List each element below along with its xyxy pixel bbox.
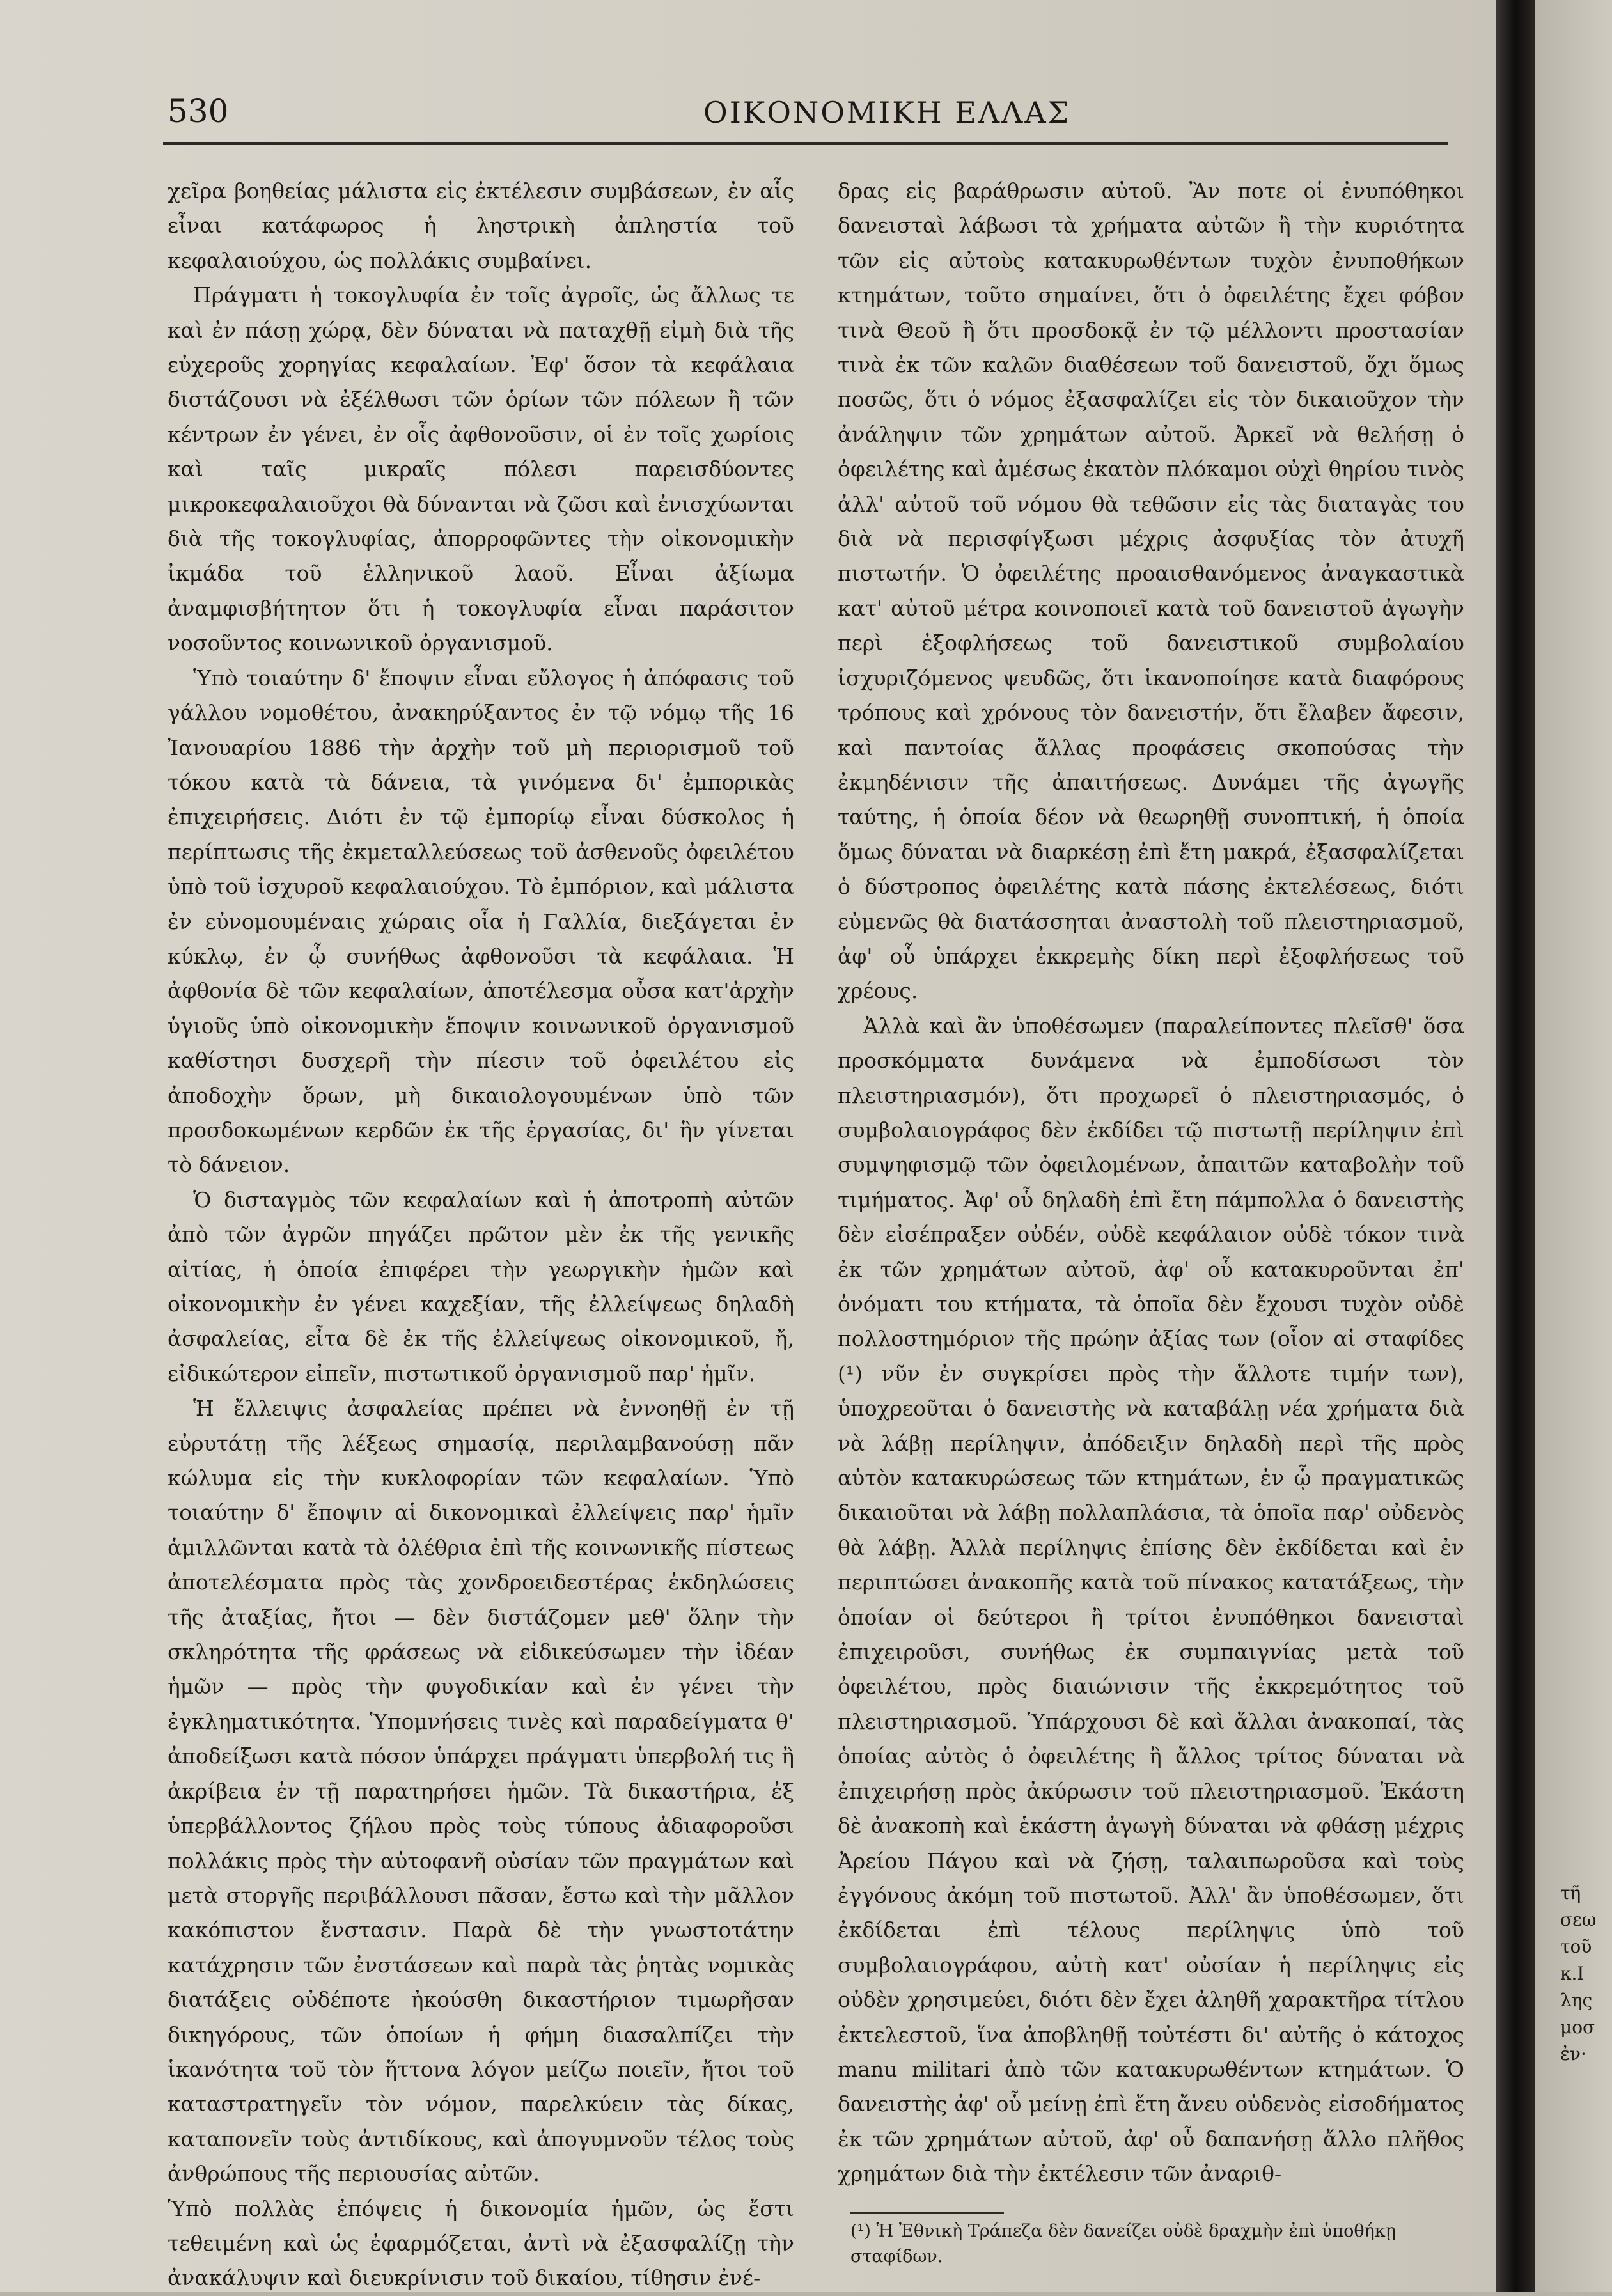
footnote-rule [850,2212,1004,2214]
page-number: 530 [168,93,229,130]
running-title: ΟΙΚΟΝΟΜΙΚΗ ΕΛΛΑΣ [703,95,1071,130]
paragraph: Ἀλλὰ καὶ ἂν ὑποθέσωμεν (παραλείποντες πλεῖσθ' ὅσα προσκόμματα δυνάμενα νὰ ἐμποδίσωσι τὸν πλειστηριασμόν), ὅτι προχωρεῖ ὁ πλειστηριασμός, ὁ συμβολαιογράφος δὲν ἐκδίδει τῷ πιστωτῇ περίληψιν ἐπὶ συμψηφισμῷ τῶν ὀφειλομένων, ἀπαιτῶν καταβολὴν τοῦ τιμήματος. Ἀφ' οὗ δηλαδὴ ἐπὶ ἔτη πάμπολλα ὁ δανειστὴς δὲν εἰσέπραξεν οὐδέν, οὐδὲ κεφάλαιον οὐδὲ τόκον τινὰ ἐκ τῶν χρημάτων αὐτοῦ, ἀφ' οὗ κατακυροῦνται ἐπ' ὀνόματι του κτήματα, τὰ ὁποῖα δὲν ἔχουσι τυχὸν οὐδὲ πολλοστημόριον τῆς πρώην ἀξίας των (οἷον αἱ σταφίδες (¹) νῦν ἐν συγκρίσει πρὸς τὴν ἄλλοτε τιμήν των), ὑποχρεοῦται ὁ δανειστὴς νὰ καταβάλῃ νέα χρήματα διὰ νὰ λάβῃ περίληψιν, ἀπόδειξιν δηλαδὴ περὶ τῆς πρὸς αὐτὸν κατακυρώσεως τῶν κτημάτων, ἐν ᾧ πραγματικῶς δικαιοῦται νὰ λάβῃ πολλαπλάσια, τὰ ὁποῖα παρ' οὐδενὸς θὰ λάβῃ. Ἀλλὰ περίληψις ἐπίσης δὲν ἐκδίδεται καὶ ἐν περιπτώσει ἀνακοπῆς κατὰ τοῦ πίνακος κατατάξεως, τὴν ὁποίαν οἱ δεύτεροι ἢ τρίτοι ἐνυπόθηκοι δανεισταὶ ἐπιχειροῦσι, συνήθως ἐκ συμπαιγνίας μετὰ τοῦ ὀφειλέτου, πρὸς διαιώνισιν τῆς ἐκκρεμότητος τοῦ πλειστηριασμοῦ. Ὑπάρχουσι δὲ καὶ ἄλλαι ἀνακοπαί, τὰς ὁποίας αὐτὸς ὁ ὀφειλέτης ἢ ἄλλος τρίτος δύναται νὰ ἐπιχειρήσῃ πρὸς ἀκύρωσιν τοῦ πλειστηριασμοῦ. Ἑκάστη δὲ ἀνακοπὴ καὶ ἑκάστη ἀγωγὴ δύναται νὰ φθάσῃ μέχρις Ἀρείου Πάγου καὶ νὰ ζήσῃ, ταλαιπωροῦσα καὶ τοὺς ἐγγόνους ἀκόμη τοῦ πιστωτοῦ. Ἀλλ' ἂν ὑποθέσωμεν, ὅτι ἐκδίδεται ἐπὶ τέλους περίληψις ὑπὸ τοῦ συμβολαιογράφου, αὐτὴ κατ' οὐσίαν ἡ περίληψις εἰς οὐδὲν χρησιμεύει, διότι δὲν ἔχει ἀληθῆ χαρακτῆρα τίτλου ἐκτελεστοῦ, ἵνα ἀποβληθῇ τοὐτέστι δι' αὐτῆς ὁ κάτοχος manu militari ἀπὸ τῶν κατακυρωθέντων κτημάτων. Ὁ δανειστὴς ἀφ' οὗ μείνῃ ἐπὶ ἔτη ἄνευ οὐδενὸς εἰσοδήματος ἐκ τῶν χρημάτων αὐτοῦ, ἀφ' οὗ δαπανήσῃ ἄλλο πλῆθος χρημάτων διὰ τὴν ἐκτέλεσιν τῶν ἀναριθ- [838,1013,1464,2187]
edge-fragment: ἐν· [1560,2043,1586,2065]
edge-fragment: κ.Ι [1560,1963,1585,1984]
footnote: (¹) Ἡ Ἐθνικὴ Τράπεζα δὲν δανείζει οὐδὲ δραχμὴν ἐπὶ ὑποθήκῃ σταφίδων. [850,2221,1396,2267]
edge-fragment: μοσ [1560,2017,1595,2038]
paragraph: Ἡ ἔλλειψις ἀσφαλείας πρέπει νὰ ἐννοηθῇ ἐν τῇ εὐρυτάτῃ τῆς λέξεως σημασίᾳ, περιλαμβανούσῃ πᾶν κώλυμα εἰς τὴν κυκλοφορίαν τῶν κεφαλαίων. Ὑπὸ τοιαύτην δ' ἔποψιν αἱ δικονομικαὶ ἐλλείψεις παρ' ἡμῖν ἁμιλλῶνται κατὰ τὰ ὀλέθρια ἐπὶ τῆς κοινωνικῆς πίστεως ἀποτελέσματα πρὸς τὰς χονδροειδεστέρας ἐκδηλώσεις τῆς ἀταξίας, ἤτοι — δὲν διστάζομεν μεθ' ὅλην τὴν σκληρότητα τῆς φράσεως νὰ εἰδικεύσωμεν τὴν ἰδέαν ἡμῶν — πρὸς τὴν φυγοδικίαν καὶ ἐν γένει τὴν ἐγκληματικότητα. Ὑπομνήσεις τινὲς καὶ παραδείγματα θ' ἀποδείξωσι κατὰ πόσον ὑπάρχει πράγματι ὑπερβολή τις ἢ ἀκρίβεια ἐν τῇ παρατηρήσει ἡμῶν. Τὰ δικαστήρια, ἐξ ὑπερβάλλοντος ζήλου πρὸς τοὺς τύπους ἀδιαφοροῦσι πολλάκις πρὸς τὴν αὐτοφανῆ οὐσίαν τῶν πραγμάτων καὶ μετὰ στοργῆς περιβάλλουσι πᾶσαν, ἔστω καὶ τὴν μᾶλλον κακόπιστον ἔνστασιν. Παρὰ δὲ τὴν γνωστοτάτην κατάχρησιν τῶν ἐνστάσεων καὶ παρὰ τὰς ῥητὰς νομικὰς διατάξεις οὐδέποτε ἠκούσθη δικαστήριον τιμωρῆσαν δικηγόρους, τῶν ὁποίων ἡ φήμη διασαλπίζει τὴν ἱκανότητα τοῦ τὸν ἥττονα λόγον μείζω ποιεῖν, ἤτοι τοῦ καταστρατηγεῖν τὸν νόμον, παρελκύειν τὰς δίκας, καταπονεῖν τοὺς ἀντιδίκους, καὶ ἀπογυμνοῦν τέλος τοὺς ἀνθρώπους τῆς περιουσίας αὐτῶν. [168,1396,794,2187]
paragraph: Ὑπὸ τοιαύτην δ' ἔποψιν εἶναι εὔλογος ἡ ἀπόφασις τοῦ γάλλου νομοθέτου, ἀνακηρύξαντος ἐν τῷ νόμῳ τῆς 16 Ἰανουαρίου 1886 τὴν ἀρχὴν τοῦ μὴ περιορισμοῦ τοῦ τόκου κατὰ τὰ δάνεια, τὰ γινόμενα δι' ἐμπορικὰς ἐπιχειρήσεις. Διότι ἐν τῷ ἐμπορίῳ εἶναι δύσκολος ἡ περίπτωσις τῆς ἐκμεταλλεύσεως τοῦ ἀσθενοῦς ὀφειλέτου ὑπὸ τοῦ ἰσχυροῦ κεφαλαιούχου. Τὸ ἐμπόριον, καὶ μάλιστα ἐν εὐνομουμέναις χώραις οἷα ἡ Γαλλία, διεξάγεται ἐν κύκλῳ, ἐν ᾧ συνήθως ἀφθονοῦσι τὰ κεφάλαια. Ἡ ἀφθονία δὲ τῶν κεφαλαίων, ἀποτέλεσμα οὖσα κατ'ἀρχὴν ὑγιοῦς ὑπὸ οἰκονομικὴν ἔποψιν κοινωνικοῦ ὀργανισμοῦ καθίστησι δυσχερῆ τὴν πίεσιν τοῦ ὀφειλέτου εἰς ἀποδοχὴν ὅρων, μὴ δικαιολογουμένων ὑπὸ τῶν προσδοκωμένων κερδῶν ἐκ τῆς ἐργασίας, δι' ἣν γίνεται τὸ δάνειον. [168,665,794,1178]
facing-page-text-fragments [1560,1880,1605,2068]
book-spine-shadow [1496,0,1535,2292]
paragraph: Πράγματι ἡ τοκογλυφία ἐν τοῖς ἀγροῖς, ὡς ἄλλως τε καὶ ἐν πάσῃ χώρᾳ, δὲν δύναται νὰ παταχθῇ εἰμὴ διὰ τῆς εὐχεροῦς χορηγίας κεφαλαίων. Ἐφ' ὅσον τὰ κεφάλαια διστάζουσι νὰ ἐξέλθωσι τῶν ὁρίων τῶν πόλεων ἢ τῶν κέντρων ἐν γένει, ἐν οἷς ἀφθονοῦσιν, οἱ ἐν τοῖς χωρίοις καὶ ταῖς μικραῖς πόλεσι παρεισδύοντες μικροκεφαλαιοῦχοι θὰ δύνανται νὰ ζῶσι καὶ ἐνισχύωνται διὰ τῆς τοκογλυφίας, ἀπορροφῶντες τὴν οἰκονομικὴν ἰκμάδα τοῦ ἑλληνικοῦ λαοῦ. Εἶναι ἀξίωμα ἀναμφισβήτητον ὅτι ἡ τοκογλυφία εἶναι παράσιτον νοσοῦντος κοινωνικοῦ ὀργανισμοῦ. [168,283,794,656]
paragraph: δρας εἰς βαράθρωσιν αὐτοῦ. Ἂν ποτε οἱ ἐνυπόθηκοι δανεισταὶ λάβωσι τὰ χρήματα αὐτῶν ἢ τὴν κυριότητα τῶν εἰς αὐτοὺς κατακυρωθέντων τυχὸν ἐνυποθήκων κτημάτων, τοῦτο σημαίνει, ὅτι ὁ ὀφειλέτης ἔχει φόβον τινὰ Θεοῦ ἢ ὅτι προσδοκᾷ ἐν τῷ μέλλοντι προστασίαν τινὰ ἐκ τῶν καλῶν διαθέσεων τοῦ δανειστοῦ, ὄχι ὅμως ποσῶς, ὅτι ὁ νόμος ἐξασφαλίζει εἰς τὸν δικαιοῦχον τὴν ἀνάληψιν τῶν χρημάτων αὐτοῦ. Ἀρκεῖ νὰ θελήσῃ ὁ ὀφειλέτης καὶ ἀμέσως ἑκατὸν πλόκαμοι οὐχὶ θηρίου τινὸς ἀλλ' αὐτοῦ τοῦ νόμου θὰ τεθῶσιν εἰς τὰς διαταγὰς του διὰ νὰ περισφίγξωσι μέχρις ἀσφυξίας τὸν ἀτυχῆ πιστωτήν. Ὁ ὀφειλέτης προαισθανόμενος ἀναγκαστικὰ κατ' αὐτοῦ μέτρα κοινοποιεῖ κατὰ τοῦ δανειστοῦ ἀγωγὴν περὶ ἐξοφλήσεως τοῦ δανειστικοῦ συμβολαίου ἰσχυριζόμενος ψευδῶς, ὅτι ἱκανοποίησε κατὰ διαφόρους τρόπους καὶ χρόνους τὸν δανειστήν, ὅτι ἔλαβεν ἄφεσιν, καὶ παντοίας ἄλλας προφάσεις σκοπούσας τὴν ἐκμηδένισιν τῆς ἀπαιτήσεως. Δυνάμει τῆς ἀγωγῆς ταύτης, ἡ ὁποία δέον νὰ θεωρηθῇ συνοπτική, ἡ ὁποία ὅμως δύναται νὰ διαρκέσῃ ἐπὶ ἔτη μακρά, ἐξασφαλίζεται ὁ δύστροπος ὀφειλέτης κατὰ πάσης ἐκτελέσεως, διότι εὐμενῶς θὰ διατάσσηται ἀναστολὴ τοῦ πλειστηριασμοῦ, ἀφ' οὗ ὑπάρχει ἐκκρεμὴς δίκη περὶ ἐξοφλήσεως τοῦ χρέους. [838,178,1464,1004]
right-column [838,174,1464,2245]
header-rule [163,142,1448,145]
page-header [0,86,1496,137]
edge-fragment: λης [1560,1990,1593,2011]
paragraph: Ὑπὸ πολλὰς ἐπόψεις ἡ δικονομία ἡμῶν, ὡς ἔστι τεθειμένη καὶ ὡς ἐφαρμόζεται, ἀντὶ νὰ ἐξασφαλίζῃ τὴν ἀνακάλυψιν καὶ διευκρίνισιν τοῦ δικαίου, τίθησιν ἐνέ- [168,2196,794,2291]
left-column [168,174,794,2291]
edge-fragment: τῆ [1560,1882,1581,1903]
paragraph: χεῖρα βοηθείας μάλιστα εἰς ἐκτέλεσιν συμβάσεων, ἐν αἷς εἶναι κατάφωρος ἡ ληστρικὴ ἀπληστία τοῦ κεφαλαιούχου, ὡς πολλάκις συμβαίνει. [168,178,794,273]
edge-fragment: σεω [1560,1909,1597,1930]
edge-fragment: τοῦ [1560,1936,1592,1957]
paragraph: Ὁ δισταγμὸς τῶν κεφαλαίων καὶ ἡ ἀποτροπὴ αὐτῶν ἀπὸ τῶν ἀγρῶν πηγάζει πρῶτον μὲν ἐκ τῆς γενικῆς αἰτίας, ἡ ὁποία ἐπιφέρει τὴν γεωργικὴν ἡμῶν καὶ οἰκονομικὴν ἐν γένει καχεξίαν, τῆς ἐλλείψεως δηλαδὴ ἀσφαλείας, εἶτα δὲ ἐκ τῆς ἐλλείψεως οἰκονομικοῦ, ἤ, εἰδικώτερον εἰπεῖν, πιστωτικοῦ ὀργανισμοῦ παρ' ἡμῖν. [168,1187,794,1386]
